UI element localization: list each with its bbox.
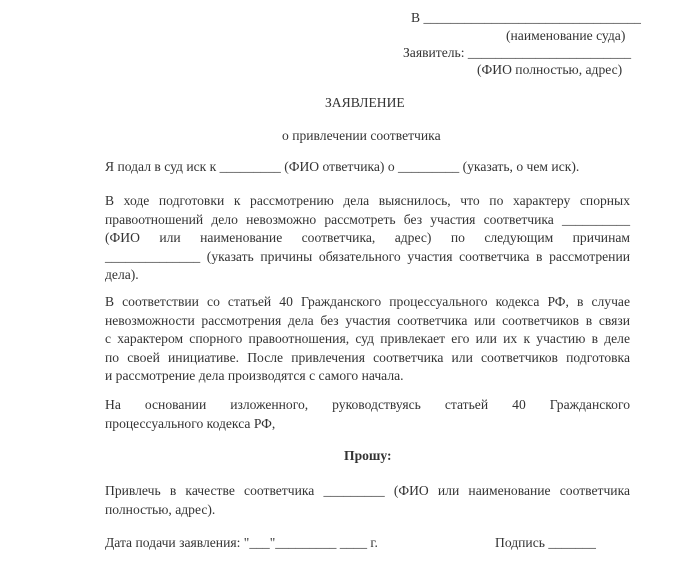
signature-line: Подпись _______: [495, 535, 596, 550]
paragraph-line: В ходе подготовки к рассмотрению дела выяснилось, что по характеру спорных: [105, 193, 630, 208]
paragraph-line: процессуального кодекса РФ,: [105, 415, 276, 431]
paragraph-line: невозможности рассмотрения дела без участия соответчика или соответчиков в связи: [105, 312, 630, 328]
paragraph-grounds: [105, 396, 630, 433]
paragraph-line: и рассмотрение дела производятся с самого начала.: [105, 368, 404, 383]
paragraph-legal-basis: [105, 293, 630, 386]
paragraph-line: с характером спорного правоотношения, суд привлекает его или их к участию в деле: [105, 331, 630, 346]
court-name-note: (наименование суда): [506, 28, 626, 43]
paragraph-line: В соответствии со статьей 40 Гражданского процессуального кодекса РФ, в случае: [105, 294, 630, 309]
paragraph-line: полностью, адрес).: [105, 501, 216, 517]
court-recipient-line: В ________________________________: [411, 10, 641, 25]
paragraph-line: (ФИО или наименование соответчика, адрес) по следующим причинам: [105, 230, 630, 245]
paragraph-line: Привлечь в качестве соответчика _________ (ФИО или наименование соответчика: [105, 483, 630, 498]
filing-date-line: Дата подачи заявления: "___"_________ ____ г.: [105, 535, 378, 550]
paragraph-line: ______________ (указать причины обязательного участия соответчика в рассмотрении: [105, 248, 630, 264]
paragraph-circumstances: [105, 192, 630, 285]
applicant-note: (ФИО полностью, адрес): [477, 62, 623, 77]
applicant-line: Заявитель: ________________________: [403, 45, 632, 60]
request-heading: Прошу:: [344, 448, 392, 463]
paragraph-line: На основании изложенного, руководствуясь статьей 40 Гражданского: [105, 397, 630, 412]
paragraph-request: [105, 482, 630, 519]
paragraph-line: дела).: [105, 267, 139, 282]
paragraph-line: по своей инициативе. После привлечения соответчика или соответчиков подготовка: [105, 349, 630, 365]
paragraph-line: правоотношений дело невозможно рассмотреть без участия соответчика __________: [105, 211, 630, 227]
document-title: ЗАЯВЛЕНИЕ: [325, 95, 405, 110]
document-subtitle: о привлечении соответчика: [282, 128, 441, 143]
paragraph-claim: Я подал в суд иск к _________ (ФИО ответчика) о _________ (указать, о чем иск).: [105, 159, 580, 174]
